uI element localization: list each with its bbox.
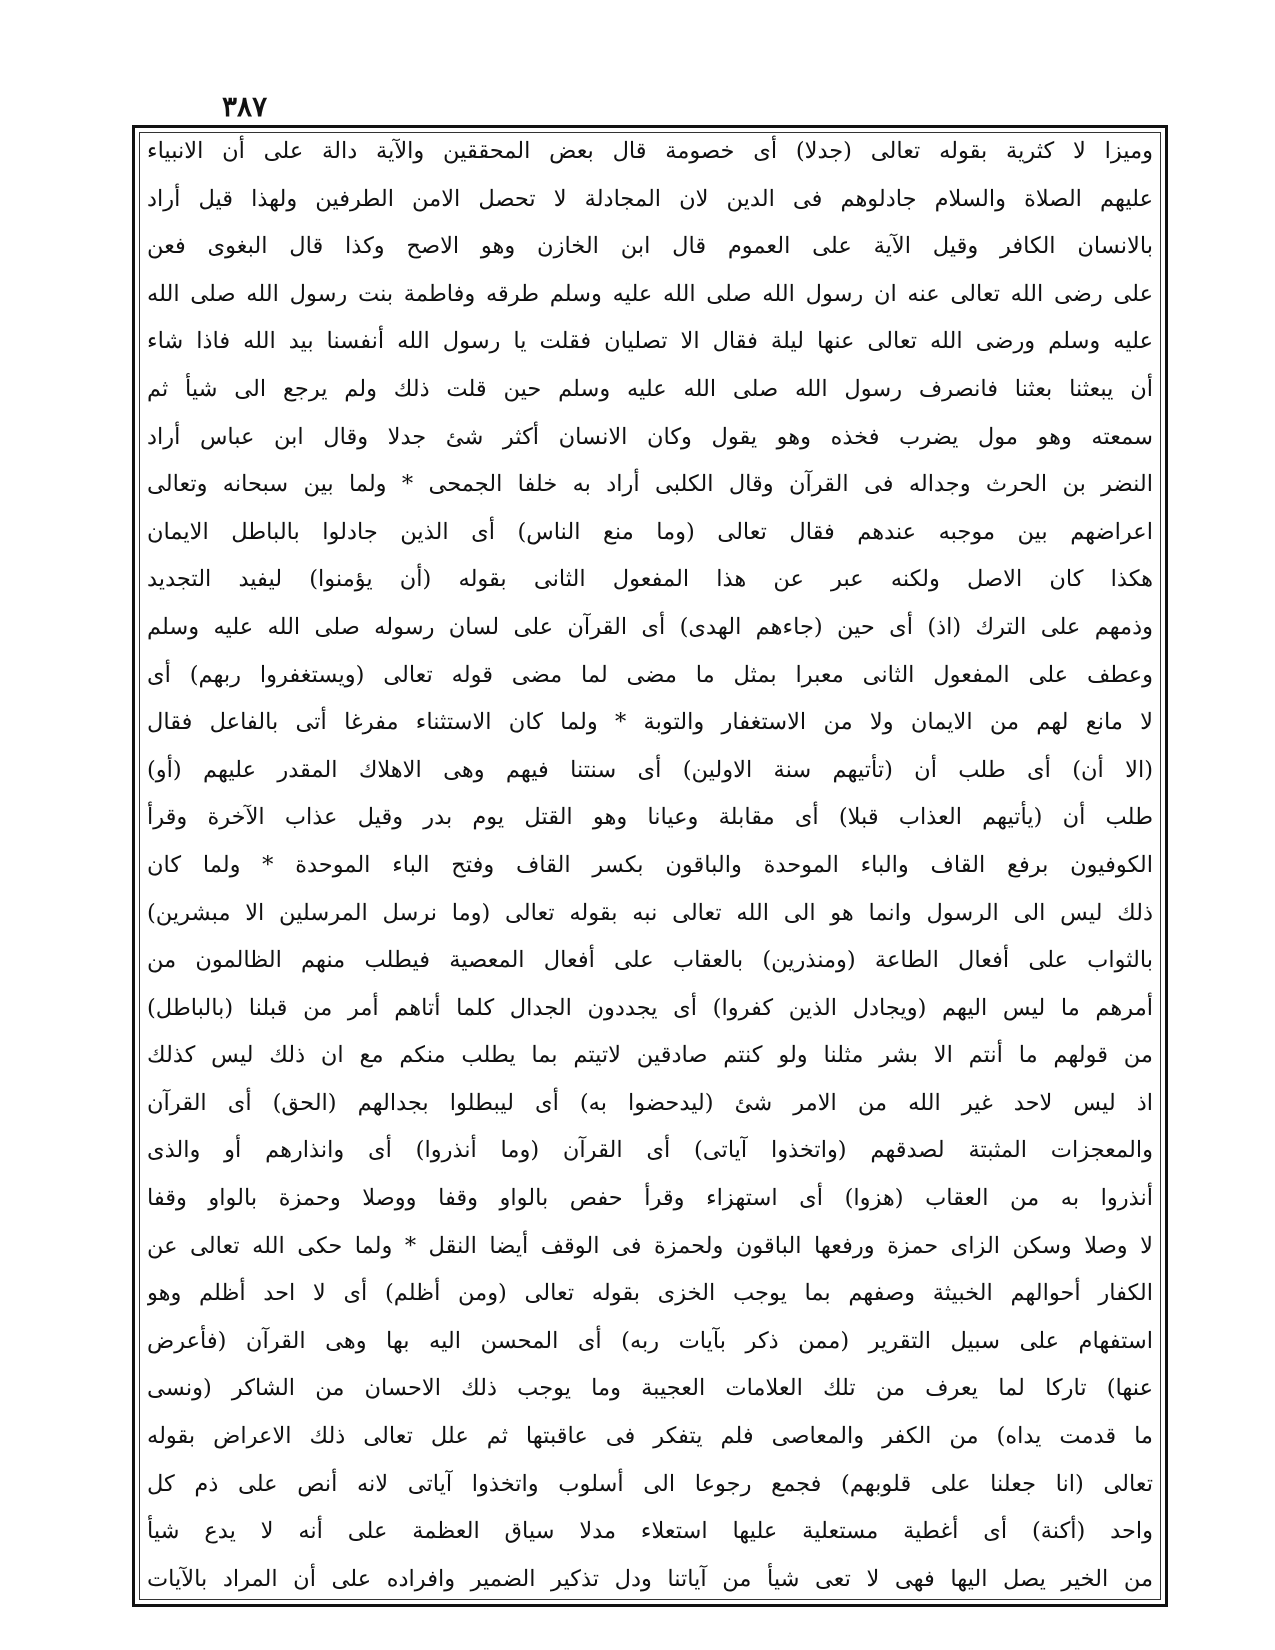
text-line: ذلك ليس الى الرسول وانما هو الى الله تعالى نبه بقوله تعالى (وما نرسل المرسلين الا مبشرين) xyxy=(147,899,1153,926)
text-line: عليه وسلم ورضى الله تعالى عنها ليلة فقال الا تصليان فقلت يا رسول الله أنفسنا بيد الله فاذا شاء xyxy=(147,328,1153,355)
text-line: سمعته وهو مول يضرب فخذه وهو يقول وكان الانسان أكثر شئ جدلا وقال ابن عباس أراد xyxy=(147,423,1153,450)
text-line: اعراضهم بين موجبه عندهم فقال تعالى (وما منع الناس) أى الذين جادلوا بالباطل الايمان xyxy=(147,518,1153,545)
text-line: طلب أن (يأتيهم العذاب قبلا) أى مقابلة وعيانا وهو القتل يوم بدر وقيل عذاب الآخرة وقرأ xyxy=(147,804,1153,831)
text-line: ومیزا لا کثریة بقوله تعالى (جدلا) أى خصومة قال بعض المحققين والآية دالة على أن الانبياء xyxy=(147,138,1153,164)
text-line: النضر بن الحرث وجداله فى القرآن وقال الكلبى أراد به خلفا الجمحى * ولما بين سبحانه وتعالى xyxy=(147,471,1153,498)
text-line: أن يبعثنا بعثنا فانصرف رسول الله صلى الله عليه وسلم حين قلت ذلك ولم يرجع الى شيأ ثم xyxy=(147,375,1153,402)
text-line: على رضى الله تعالى عنه ان رسول الله صلى الله عليه وسلم طرقه وفاطمة بنت رسول الله صلى الله xyxy=(147,280,1153,307)
text-line: الكوفيون برفع القاف والباء الموحدة والباقون بكسر القاف وفتح الباء الموحدة * ولما كان xyxy=(147,851,1153,878)
text-body xyxy=(147,134,1153,1596)
text-line: لا وصلا وسكن الزاى حمزة ورفعها الباقون ولحمزة فى الوقف أيضا النقل * ولما حكى الله تعالى عن xyxy=(147,1232,1153,1259)
text-line: أنذروا به من العقاب (هزوا) أى استهزاء وقرأ حفص بالواو وقفا ووصلا وحمزة بالواو وقفا xyxy=(147,1185,1153,1212)
text-line: عليهم الصلاة والسلام جادلوهم فى الدين لان المجادلة لا تحصل الامن الطرفين ولهذا قيل أراد xyxy=(147,185,1153,212)
text-line: بالانسان الكافر وقيل الآية على العموم قال ابن الخازن وهو الاصح وكذا قال البغوى فعن xyxy=(147,233,1153,260)
text-line: هكذا كان الاصل ولكنه عبر عن هذا المفعول الثانى بقوله (أن يؤمنوا) ليفيد التجديد xyxy=(147,566,1153,593)
text-line: من قولهم ما أنتم الا بشر مثلنا ولو كنتم صادقين لاتيتم بما يطلب منكم مع ان ذلك ليس كذلك xyxy=(147,1042,1153,1069)
text-line: والمعجزات المثبتة لصدقهم (واتخذوا آياتى) أى القرآن (وما أنذروا) أى وانذارهم أو والذى xyxy=(147,1137,1153,1164)
text-line: (الا أن) أى طلب أن (تأتيهم سنة الاولين) أى سنتنا فيهم وهى الاهلاك المقدر عليهم (أو) xyxy=(147,756,1153,783)
text-line: اذ ليس لاحد غير الله من الامر شئ (ليدحضوا به) أى ليبطلوا بجدالهم (الحق) أى القرآن xyxy=(147,1089,1153,1116)
text-line: استفهام على سبيل التقرير (ممن ذكر بآيات ربه) أى المحسن اليه بها وهى القرآن (فأعرض xyxy=(147,1327,1153,1354)
text-line: ما قدمت يداه) من الكفر والمعاصى فلم يتفكر فى عاقبتها ثم علل تعالى ذلك الاعراض بقوله xyxy=(147,1423,1153,1450)
text-line: الكفار أحوالهم الخبيثة وصفهم بما يوجب الخزى بقوله تعالى (ومن أظلم) أى لا احد أظلم وهو xyxy=(147,1280,1153,1307)
text-line: عنها) تاركا لما يعرف من تلك العلامات العجيبة وما يوجب ذلك الاحسان من الشاكر (ونسى xyxy=(147,1375,1153,1402)
text-line: وعطف على المفعول الثانى معبرا بمثل ما مضى لما مضى قوله تعالى (ويستغفروا ربهم) أى xyxy=(147,661,1153,688)
text-line: تعالى (انا جعلنا على قلوبهم) فجمع رجوعا الى أسلوب واتخذوا آياتى لانه أنص على ذم كل xyxy=(147,1470,1153,1497)
text-line: وذمهم على الترك (اذ) أى حين (جاءهم الهدى) أى القرآن على لسان رسوله صلى الله عليه وسلم xyxy=(147,613,1153,640)
page-number: ٣٨٧ xyxy=(222,90,268,123)
text-line: من الخير يصل اليها فهى لا تعى شيأ من آياتنا ودل تذكير الضمير وافراده على أن المراد بالآيات xyxy=(147,1565,1153,1592)
text-frame xyxy=(132,125,1168,1607)
text-line: لا مانع لهم من الايمان ولا من الاستغفار والتوبة * ولما كان الاستثناء مفرغا أتى بالفاعل فقال xyxy=(147,709,1153,736)
text-line: أمرهم ما ليس اليهم (ويجادل الذين كفروا) أى يجددون الجدال كلما أتاهم أمر من قبلنا (بالباطل) xyxy=(147,994,1153,1021)
text-line: واحد (أكنة) أى أغطية مستعلية عليها استعلاء مدلا سياق العظمة على أنه لا يدع شيأ xyxy=(147,1518,1153,1545)
text-line: بالثواب على أفعال الطاعة (ومنذرين) بالعقاب على أفعال المعصية فيطلب منهم الظالمون من xyxy=(147,947,1153,974)
